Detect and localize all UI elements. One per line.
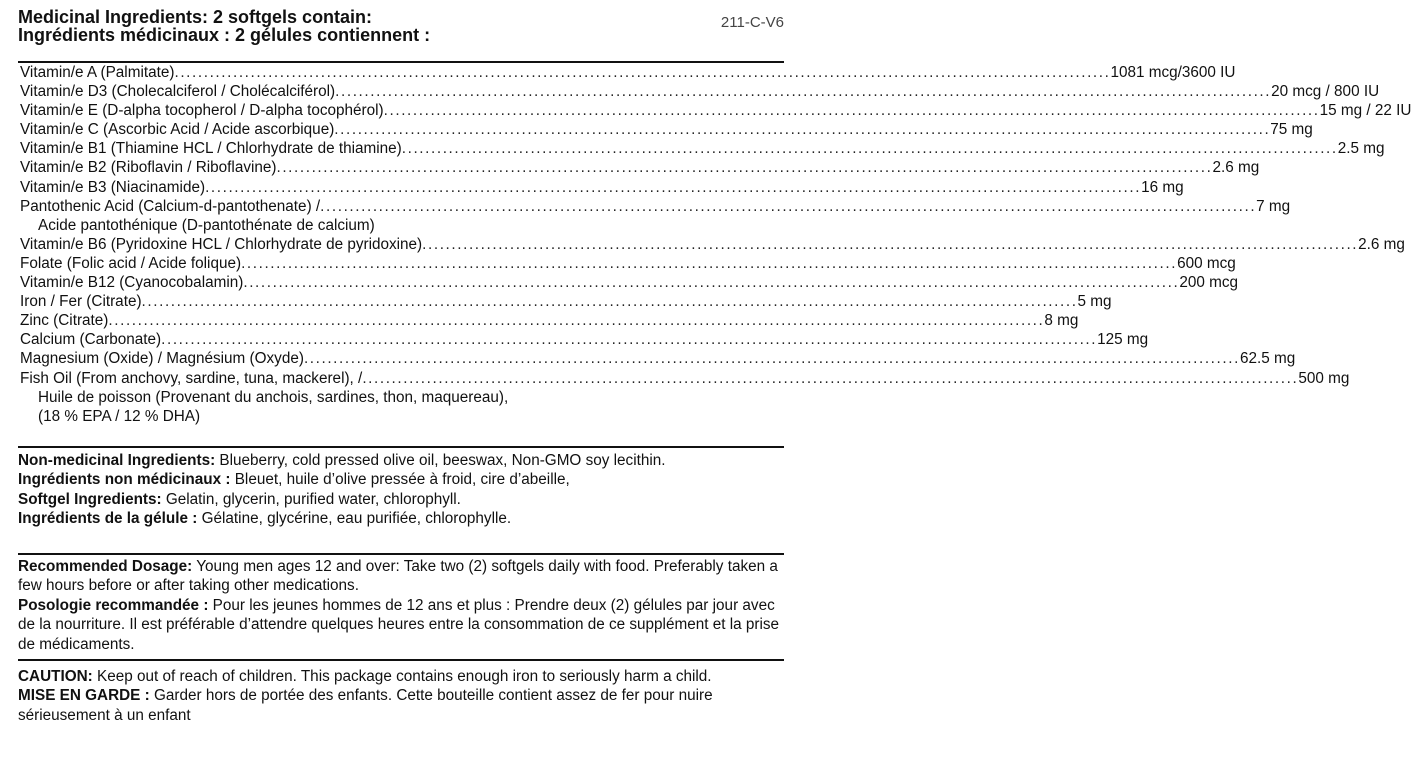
ingredient-row [20, 63, 1236, 82]
ingredient-name: Vitamin/e D3 (Cholecalciferol / Cholécalciférol) [20, 83, 336, 101]
leader-dots: ................................................................................................................................................................ [383, 102, 1320, 120]
non-medicinal-en [18, 451, 784, 470]
ingredient-name: Iron / Fer (Citrate) [20, 293, 142, 311]
softgel-label: Softgel Ingredients: [18, 490, 162, 508]
ingredient-row [20, 235, 1405, 254]
ingredient-amount: 75 mg [1270, 121, 1313, 139]
ingredient-continuation: Huile de poisson (Provenant du anchois, sardines, thon, maquereau), [38, 388, 509, 406]
dosage-fr-label: Posologie recommandée : [18, 596, 209, 614]
ingredient-row [20, 349, 1296, 368]
ingredient-amount: 2.6 mg [1212, 159, 1260, 177]
non-medicinal-section [18, 451, 784, 529]
ingredient-row [20, 197, 1291, 216]
divider-non-medicinal [18, 446, 784, 448]
gelule-text: Gélatine, glycérine, eau purifiée, chlorophylle. [197, 510, 512, 528]
ingredient-continuation: Acide pantothénique (D-pantothénate de calcium) [38, 216, 375, 234]
ingredient-row [20, 82, 1380, 101]
ingredient-row [20, 273, 1239, 292]
ingredient-name: Pantothenic Acid (Calcium-d-pantothenate) / [20, 197, 321, 215]
softgel-text: Gelatin, glycerin, purified water, chlorophyll. [161, 490, 461, 508]
dosage-en-text: Young men ages 12 and over: Take two (2) softgels daily with food. Preferably taken a few hours before or after taking other medications. [18, 558, 778, 595]
leader-dots: ................................................................................................................................................................ [401, 140, 1338, 158]
leader-dots: ................................................................................................................................................................ [422, 235, 1359, 253]
leader-dots: ................................................................................................................................................................ [335, 83, 1272, 101]
leader-dots: ................................................................................................................................................................ [303, 350, 1240, 368]
non-medicinal-fr [18, 470, 784, 489]
ingredient-amount: 500 mg [1298, 369, 1350, 387]
ingredient-name: Vitamin/e A (Palmitate) [20, 64, 175, 81]
ingredient-name: Folate (Folic acid / Acide folique) [20, 254, 242, 272]
ingredient-amount: 2.5 mg [1337, 140, 1385, 158]
ingredient-amount: 20 mcg / 800 IU [1271, 83, 1380, 101]
ingredient-name: Vitamin/e B2 (Riboflavin / Riboflavine) [20, 159, 277, 177]
dosage-fr-text: Pour les jeunes hommes de 12 ans et plus : Prendre deux (2) gélules par jour avec de la nourriture. Il est préférable d’attendre quelques heures entre la consommation de ce supplément et la prise de médicaments. [18, 596, 780, 653]
ingredient-amount: 2.6 mg [1358, 235, 1405, 253]
dosage-en-label: Recommended Dosage: [18, 558, 193, 575]
non-medicinal-fr-label: Ingrédients non médicinaux : [18, 471, 231, 489]
non-medicinal-fr-text: Bleuet, huile d’olive pressée à froid, cire d’abeille, [230, 471, 570, 489]
non-medicinal-en-label: Non-medicinal Ingredients: [18, 452, 216, 469]
ingredient-row [20, 311, 1079, 330]
medicinal-ingredients-header [18, 8, 430, 44]
gelule-label: Ingrédients de la gélule : [18, 510, 198, 528]
ingredient-amount: 5 mg [1077, 293, 1112, 311]
ingredient-name: Fish Oil (From anchovy, sardine, tuna, mackerel), / [20, 369, 363, 387]
ingredient-name: Vitamin/e B3 (Niacinamide) [20, 178, 206, 196]
leader-dots: ................................................................................................................................................................ [334, 121, 1271, 139]
leader-dots: ................................................................................................................................................................ [161, 331, 1098, 349]
ingredient-row [20, 178, 1184, 197]
ingredient-name: Vitamin/e E (D-alpha tocopherol / D-alpha tocophérol) [20, 102, 384, 120]
leader-dots: ................................................................................................................................................................ [243, 274, 1180, 292]
leader-dots: ................................................................................................................................................................ [205, 178, 1142, 196]
caution-en-text: Keep out of reach of children. This package contains enough iron to seriously harm a child. [92, 668, 712, 685]
ingredient-row [20, 158, 1260, 177]
ingredient-row [20, 369, 1350, 388]
ingredient-name: Vitamin/e B6 (Pyridoxine HCL / Chlorhydrate de pyridoxine) [20, 235, 423, 253]
ingredient-row [20, 254, 1236, 273]
leader-dots: ................................................................................................................................................................ [108, 312, 1045, 330]
ingredient-amount: 7 mg [1256, 197, 1291, 215]
leader-dots: ................................................................................................................................................................ [241, 254, 1178, 272]
supplement-label [18, 0, 1411, 766]
ingredient-name: Vitamin/e C (Ascorbic Acid / Acide ascorbique) [20, 121, 335, 139]
ingredient-amount: 8 mg [1044, 312, 1079, 330]
ingredient-name: Zinc (Citrate) [20, 312, 109, 330]
ingredient-name: Magnesium (Oxide) / Magnésium (Oxyde) [20, 350, 304, 368]
leader-dots: ................................................................................................................................................................ [320, 197, 1257, 215]
softgel-ingredients [18, 490, 784, 509]
ingredient-row [20, 139, 1385, 158]
ingredient-amount: 62.5 mg [1239, 350, 1296, 368]
dosage-en [18, 557, 784, 596]
caution-fr-label: MISE EN GARDE : [18, 687, 150, 705]
gelule-ingredients [18, 509, 784, 528]
caution-fr [18, 686, 784, 725]
ingredient-amount: 600 mcg [1177, 254, 1236, 272]
ingredient-row [20, 330, 1149, 349]
dosage-section [18, 557, 784, 654]
divider-dosage [18, 553, 784, 555]
ingredient-amount: 16 mg [1141, 178, 1184, 196]
non-medicinal-en-text: Blueberry, cold pressed olive oil, beeswax, Non-GMO soy lecithin. [215, 452, 666, 469]
ingredient-amount: 15 mg / 22 IU [1319, 102, 1411, 120]
leader-dots: ................................................................................................................................................................ [141, 293, 1078, 311]
ingredient-name: Vitamin/e B12 (Cyanocobalamin) [20, 274, 244, 292]
label-code: 211-C-V6 [720, 14, 784, 31]
ingredient-amount: 1081 mcg/3600 IU [1110, 64, 1236, 81]
ingredient-amount: 200 mcg [1179, 274, 1239, 292]
leader-dots: ................................................................................................................................................................ [276, 159, 1213, 177]
leader-dots: ................................................................................................................................................................ [174, 64, 1111, 81]
caution-fr-text: Garder hors de portée des enfants. Cette bouteille contient assez de fer pour nuire sérieusement à un enfant [18, 687, 713, 724]
ingredient-amount: 125 mg [1097, 331, 1149, 349]
ingredient-row [20, 101, 1411, 120]
ingredient-name: Vitamin/e B1 (Thiamine HCL / Chlorhydrate de thiamine) [20, 140, 402, 158]
ingredient-row [20, 292, 1112, 311]
caution-en [18, 667, 784, 686]
header-french: Ingrédients médicinaux : 2 gélules contiennent : [18, 25, 431, 45]
divider-caution [18, 659, 784, 661]
leader-dots: ................................................................................................................................................................ [362, 369, 1299, 387]
ingredient-continuation: (18 % EPA / 12 % DHA) [38, 407, 201, 425]
caution-section [18, 667, 784, 725]
caution-en-label: CAUTION: [18, 668, 93, 685]
dosage-fr [18, 596, 784, 654]
ingredient-list [20, 63, 1411, 426]
header-english: Medicinal Ingredients: 2 softgels contain: [18, 7, 373, 27]
ingredient-name: Calcium (Carbonate) [20, 331, 162, 349]
ingredient-row [20, 120, 1313, 139]
